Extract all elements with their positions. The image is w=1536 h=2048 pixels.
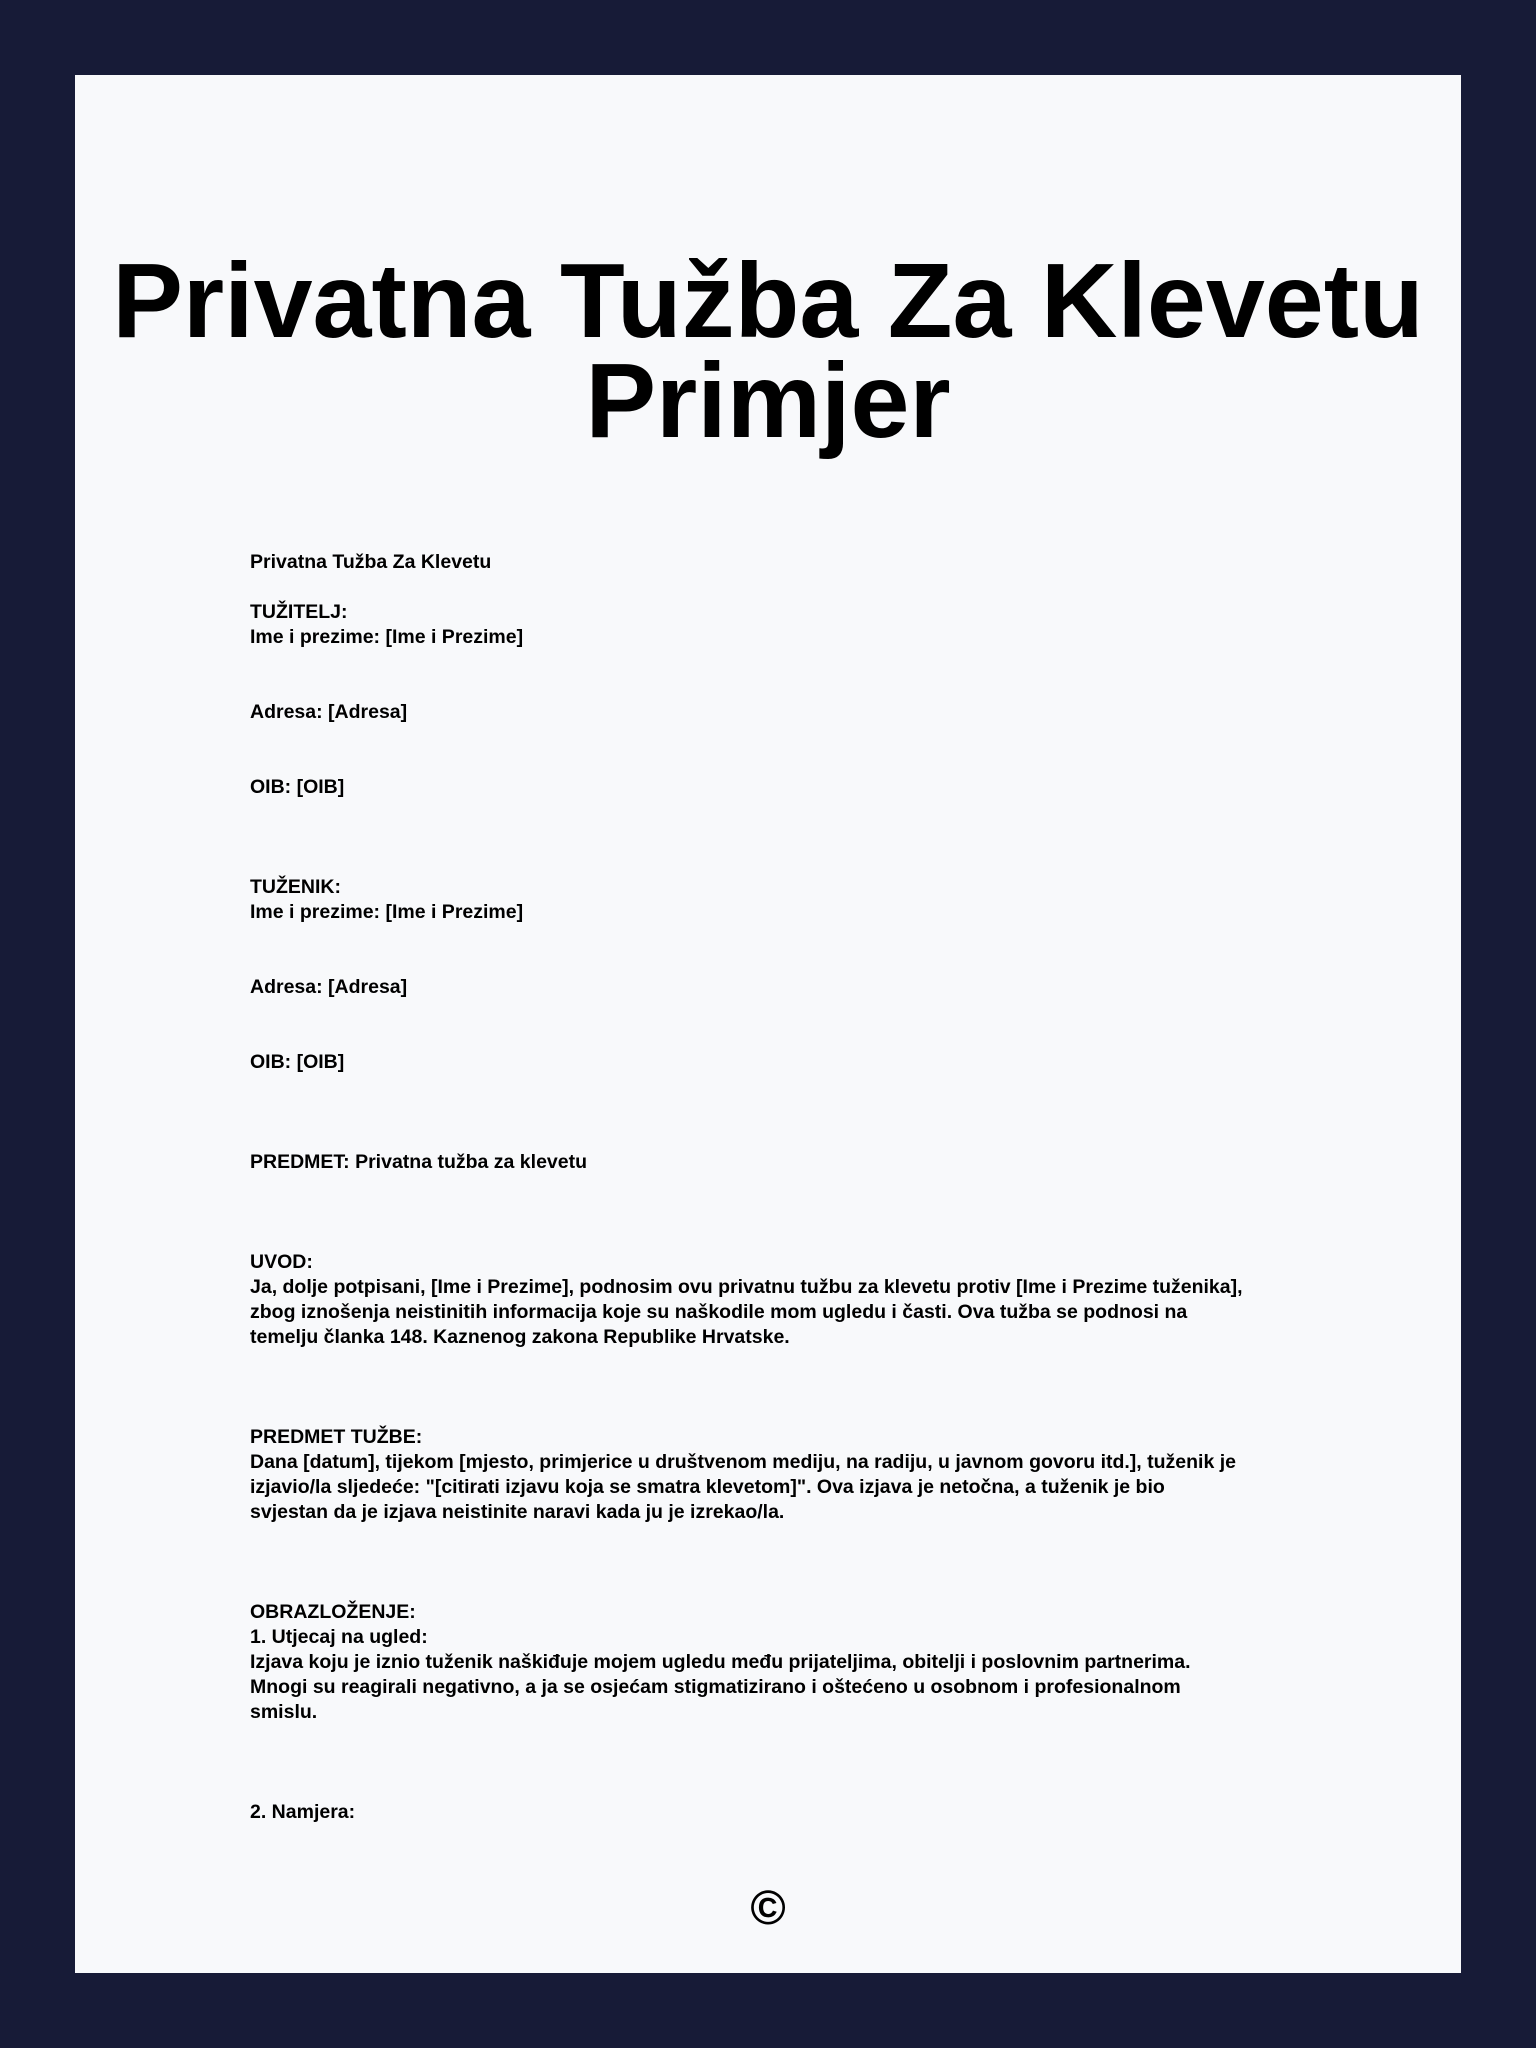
- defendant-label: TUŽENIK:: [250, 876, 341, 898]
- document-title: [75, 242, 1461, 460]
- defendant-address: Adresa: [Adresa]: [250, 976, 408, 998]
- plaintiff-oib: OIB: [OIB]: [250, 776, 345, 798]
- defendant-name: Ime i prezime: [Ime i Prezime]: [250, 901, 524, 923]
- subject-line: PREDMET: Privatna tužba za klevetu: [250, 1151, 588, 1173]
- defendant-oib: OIB: [OIB]: [250, 1051, 345, 1073]
- plaintiff-address: Adresa: [Adresa]: [250, 701, 408, 723]
- intro-label: UVOD:: [250, 1251, 313, 1273]
- document-page: [75, 75, 1461, 1973]
- body-heading: Privatna Tužba Za Klevetu: [250, 551, 492, 573]
- title-text: Privatna Tužba Za Klevetu Primjer: [112, 242, 1424, 460]
- reasoning-point2-label: 2. Namjera:: [250, 1801, 356, 1823]
- claim-label: PREDMET TUŽBE:: [250, 1426, 423, 1448]
- copyright-icon: ©: [750, 1882, 786, 1935]
- document-body: [250, 550, 1330, 1825]
- reasoning-point1-text: Izjava koju je iznio tuženik naškiđuje mojem ugledu među prijateljima, obitelji i poslovnim partnerima. Mnogi su reagirali negativno, a ja se osjećam stigmatizirano i oštećeno u osobnom i profesionalnom smislu.: [250, 1651, 1191, 1723]
- plaintiff-name: Ime i prezime: [Ime i Prezime]: [250, 626, 524, 648]
- claim-text: Dana [datum], tijekom [mjesto, primjerice u društvenom mediju, na radiju, u javnom govoru itd.], tuženik je izjavio/la sljedeće: "[citirati izjavu koja se smatra klevetom]". Ova izjava je netočna, a tuženik je bio svjestan da je izjava neistinite naravi kada ju je izrekao/la.: [250, 1451, 1236, 1523]
- plaintiff-label: TUŽITELJ:: [250, 601, 348, 623]
- reasoning-label: OBRAZLOŽENJE:: [250, 1601, 416, 1623]
- intro-text: Ja, dolje potpisani, [Ime i Prezime], podnosim ovu privatnu tužbu za klevetu protiv [Ime i Prezime tuženika], zbog iznošenja neistinitih informacija koje su naškodile mom ugledu i časti. Ova tužba se podnosi na temelju članka 148. Kaznenog zakona Republike Hrvatske.: [250, 1276, 1243, 1348]
- reasoning-point1-label: 1. Utjecaj na ugled:: [250, 1626, 428, 1648]
